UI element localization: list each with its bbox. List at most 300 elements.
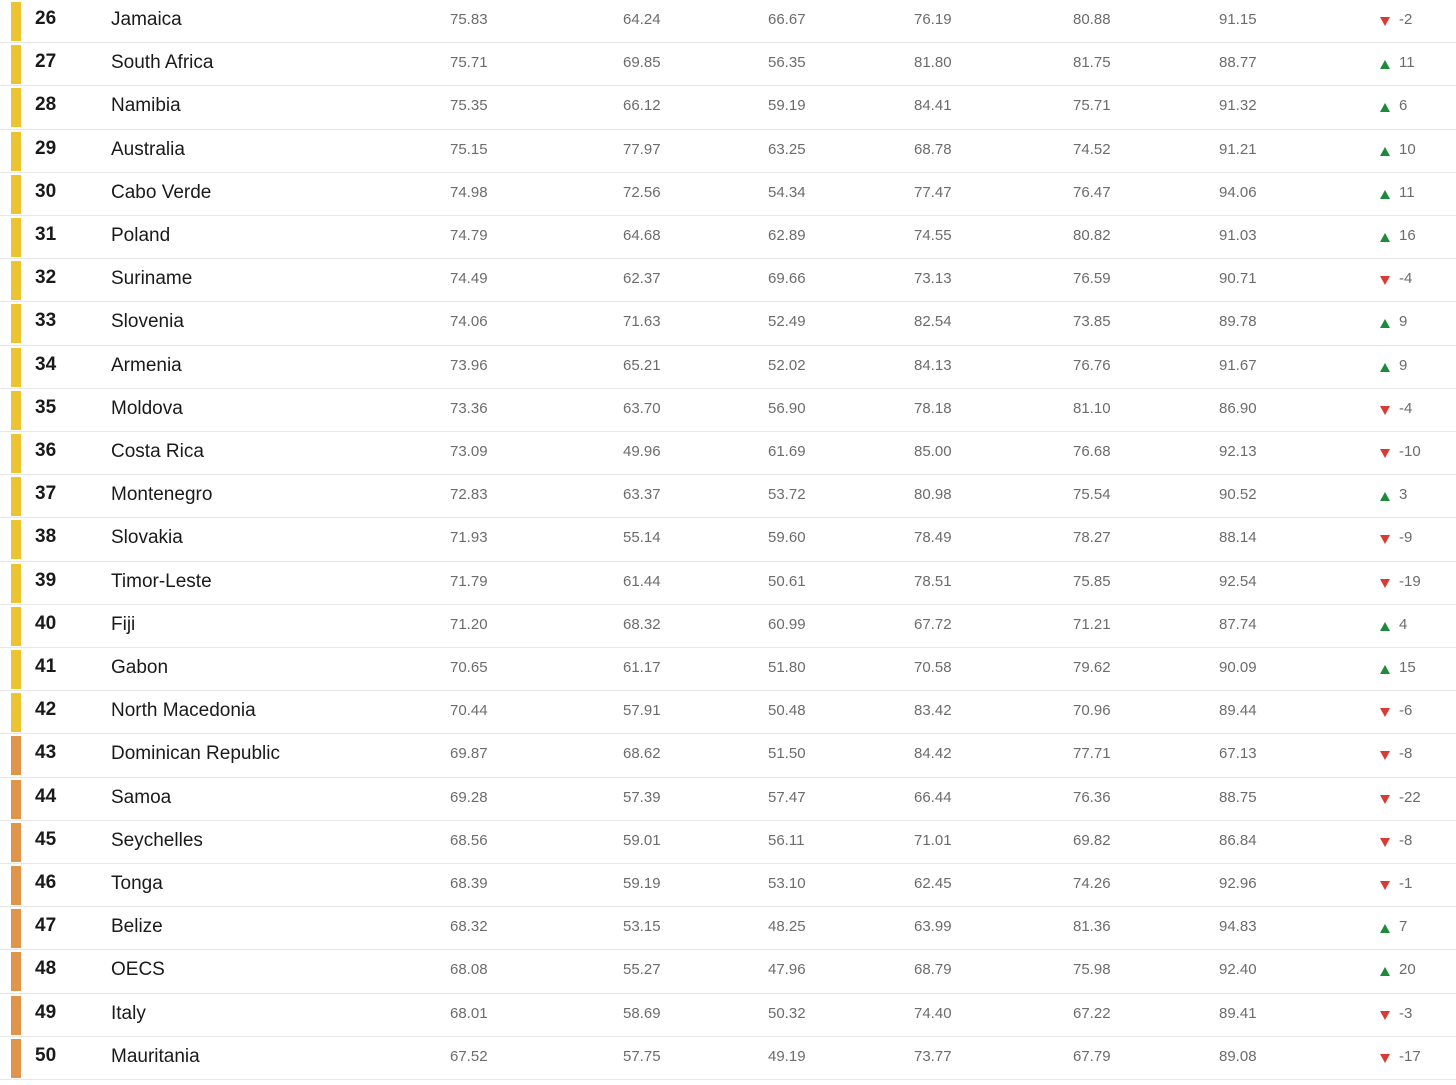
- country-name: Jamaica: [111, 9, 182, 30]
- score-value-col-1: 71.93: [450, 529, 488, 547]
- triangle-down-icon: [1380, 838, 1390, 847]
- triangle-up-icon: [1380, 319, 1390, 328]
- score-value-col-2: 63.70: [623, 399, 661, 417]
- tier-color-bar: [11, 607, 21, 646]
- score-value-col-6: 90.09: [1219, 659, 1257, 676]
- score-value-col-5: 80.82: [1073, 227, 1111, 244]
- score-value-col-3: 49.19: [768, 1047, 806, 1065]
- country-name: Tonga: [111, 873, 163, 894]
- table-row[interactable]: [0, 950, 1456, 993]
- rank-change: -3: [1399, 1004, 1413, 1022]
- score-value-col-3: 63.25: [768, 140, 806, 158]
- rank-number: 37: [35, 483, 57, 505]
- score-value-col-5: 73.85: [1073, 313, 1111, 331]
- score-value-col-5: 67.79: [1073, 1047, 1111, 1065]
- triangle-up-icon: [1380, 363, 1390, 372]
- country-name: Montenegro: [111, 484, 213, 506]
- score-value-col-4: 66.44: [914, 788, 952, 806]
- table-row[interactable]: [0, 562, 1456, 605]
- score-value-col-4: 68.79: [914, 961, 952, 979]
- score-value-col-5: 81.36: [1073, 918, 1111, 936]
- score-value-col-3: 52.49: [768, 313, 806, 331]
- rank-change: 3: [1399, 486, 1408, 504]
- score-value-col-5: 67.22: [1073, 1004, 1111, 1022]
- triangle-up-icon: [1380, 622, 1390, 631]
- score-value-col-5: 76.59: [1073, 270, 1111, 288]
- score-value-col-6: 89.41: [1219, 1004, 1257, 1022]
- country-name: Suriname: [111, 268, 193, 290]
- score-value-col-2: 69.85: [623, 54, 661, 72]
- tier-color-bar: [11, 218, 21, 257]
- tier-color-bar: [11, 909, 21, 948]
- tier-color-bar: [11, 261, 21, 300]
- rank-number: 39: [35, 569, 57, 591]
- score-value-col-5: 75.98: [1073, 961, 1111, 979]
- score-value-col-1: 74.49: [450, 270, 488, 288]
- score-value-col-2: 61.17: [623, 659, 661, 676]
- table-row[interactable]: [0, 346, 1456, 389]
- triangle-down-icon: [1380, 406, 1390, 415]
- score-value-col-1: 71.79: [450, 572, 488, 590]
- score-value-col-2: 72.56: [623, 183, 661, 201]
- score-value-col-1: 73.96: [450, 356, 488, 374]
- rank-number: 38: [35, 526, 57, 548]
- country-name: Poland: [111, 225, 171, 246]
- score-value-col-5: 81.10: [1073, 399, 1111, 417]
- rank-number: 45: [35, 828, 57, 850]
- score-value-col-4: 78.49: [914, 529, 952, 547]
- score-value-col-4: 81.80: [914, 54, 952, 72]
- score-value-col-1: 70.65: [450, 659, 488, 676]
- score-value-col-3: 59.19: [768, 97, 806, 115]
- country-name: Moldova: [111, 397, 183, 419]
- score-value-col-3: 56.90: [768, 399, 806, 417]
- score-value-col-5: 76.36: [1073, 788, 1111, 806]
- country-name: Dominican Republic: [111, 743, 280, 765]
- country-name: Australia: [111, 138, 185, 160]
- score-value-col-2: 64.24: [623, 11, 661, 28]
- table-row[interactable]: [0, 173, 1456, 216]
- table-row[interactable]: [0, 475, 1456, 518]
- rank-number: 41: [35, 656, 57, 677]
- score-value-col-2: 57.91: [623, 702, 661, 720]
- tier-color-bar: [11, 866, 21, 905]
- triangle-up-icon: [1380, 492, 1390, 501]
- score-value-col-1: 73.36: [450, 399, 488, 417]
- score-value-col-1: 74.98: [450, 183, 488, 201]
- score-value-col-1: 69.87: [450, 745, 488, 763]
- rank-number: 31: [35, 224, 57, 245]
- rank-number: 30: [35, 180, 57, 202]
- table-row[interactable]: [0, 734, 1456, 777]
- score-value-col-2: 62.37: [623, 270, 661, 288]
- rank-change: 9: [1399, 313, 1408, 331]
- table-row[interactable]: [0, 43, 1456, 86]
- score-value-col-2: 59.19: [623, 875, 661, 892]
- country-name: Slovenia: [111, 311, 184, 333]
- score-value-col-6: 91.67: [1219, 356, 1257, 374]
- rank-number: 49: [35, 1001, 57, 1023]
- triangle-down-icon: [1380, 708, 1390, 717]
- table-row[interactable]: [0, 691, 1456, 734]
- score-value-col-6: 91.21: [1219, 140, 1257, 158]
- score-value-col-5: 79.62: [1073, 659, 1111, 676]
- tier-color-bar: [11, 304, 21, 343]
- score-value-col-5: 69.82: [1073, 831, 1111, 849]
- rank-change: -2: [1399, 11, 1413, 28]
- score-value-col-2: 58.69: [623, 1004, 661, 1022]
- score-value-col-3: 50.61: [768, 572, 806, 590]
- rank-change: -10: [1399, 443, 1421, 460]
- country-name: Armenia: [111, 354, 182, 376]
- country-name: Timor-Leste: [111, 570, 212, 592]
- rank-change: -4: [1399, 399, 1413, 417]
- score-value-col-2: 55.27: [623, 961, 661, 979]
- rank-change: 9: [1399, 356, 1408, 374]
- rank-number: 48: [35, 958, 57, 980]
- score-value-col-5: 78.27: [1073, 529, 1111, 547]
- score-value-col-4: 67.72: [914, 615, 952, 633]
- triangle-down-icon: [1380, 751, 1390, 760]
- score-value-col-2: 55.14: [623, 529, 661, 547]
- triangle-up-icon: [1380, 924, 1390, 933]
- rank-change: 10: [1399, 140, 1416, 158]
- rank-change: -9: [1399, 529, 1413, 547]
- score-value-col-1: 68.01: [450, 1004, 488, 1022]
- score-value-col-3: 50.48: [768, 702, 806, 720]
- score-value-col-5: 76.68: [1073, 443, 1111, 460]
- rank-change: -17: [1399, 1047, 1421, 1065]
- table-row[interactable]: [0, 994, 1456, 1037]
- score-value-col-3: 60.99: [768, 615, 806, 633]
- country-name: Fiji: [111, 613, 136, 635]
- score-value-col-6: 67.13: [1219, 745, 1257, 763]
- score-value-col-4: 84.41: [914, 97, 952, 115]
- triangle-down-icon: [1380, 579, 1390, 588]
- triangle-up-icon: [1380, 60, 1390, 69]
- tier-color-bar: [11, 348, 21, 387]
- score-value-col-1: 68.32: [450, 918, 488, 936]
- score-value-col-4: 83.42: [914, 702, 952, 720]
- table-row[interactable]: [0, 86, 1456, 129]
- score-value-col-5: 76.76: [1073, 356, 1111, 374]
- score-value-col-1: 67.52: [450, 1047, 488, 1065]
- score-value-col-4: 73.13: [914, 270, 952, 288]
- tier-color-bar: [11, 88, 21, 127]
- score-value-col-1: 75.71: [450, 54, 488, 72]
- rank-number: 33: [35, 310, 57, 332]
- triangle-down-icon: [1380, 1011, 1390, 1020]
- tier-color-bar: [11, 996, 21, 1035]
- rank-number: 28: [35, 94, 57, 116]
- score-value-col-1: 68.08: [450, 961, 488, 979]
- score-value-col-6: 92.13: [1219, 443, 1257, 460]
- tier-color-bar: [11, 391, 21, 430]
- rank-change: 11: [1399, 183, 1415, 201]
- rank-number: 36: [35, 440, 57, 461]
- rank-number: 40: [35, 612, 57, 634]
- rank-number: 35: [35, 396, 57, 418]
- tier-color-bar: [11, 693, 21, 732]
- rank-number: 46: [35, 872, 57, 893]
- country-name: Samoa: [111, 786, 172, 808]
- score-value-col-3: 56.11: [768, 831, 805, 849]
- tier-color-bar: [11, 952, 21, 991]
- score-value-col-5: 75.54: [1073, 486, 1111, 504]
- table-row[interactable]: [0, 1037, 1456, 1080]
- score-value-col-2: 61.44: [623, 572, 661, 590]
- score-value-col-4: 78.51: [914, 572, 952, 590]
- country-name: Mauritania: [111, 1045, 200, 1067]
- score-value-col-6: 89.44: [1219, 702, 1257, 720]
- rank-change: 11: [1399, 54, 1415, 72]
- tier-color-bar: [11, 175, 21, 214]
- tier-color-bar: [11, 45, 21, 84]
- table-row[interactable]: [0, 648, 1456, 691]
- score-value-col-2: 57.75: [623, 1047, 661, 1065]
- table-row[interactable]: [0, 605, 1456, 648]
- score-value-col-2: 77.97: [623, 140, 661, 158]
- rank-number: 27: [35, 51, 57, 73]
- table-row[interactable]: [0, 907, 1456, 950]
- score-value-col-4: 74.40: [914, 1004, 952, 1022]
- score-value-col-5: 70.96: [1073, 702, 1111, 720]
- triangle-down-icon: [1380, 449, 1390, 458]
- score-value-col-5: 74.52: [1073, 140, 1111, 158]
- score-value-col-3: 53.72: [768, 486, 806, 504]
- rank-change: -22: [1399, 788, 1421, 806]
- tier-color-bar: [11, 780, 21, 819]
- country-name: Seychelles: [111, 829, 203, 851]
- score-value-col-1: 68.39: [450, 875, 488, 892]
- score-value-col-3: 52.02: [768, 356, 806, 374]
- table-row[interactable]: [0, 389, 1456, 432]
- score-value-col-6: 88.14: [1219, 529, 1257, 547]
- triangle-down-icon: [1380, 881, 1390, 890]
- country-name: North Macedonia: [111, 700, 256, 722]
- score-value-col-6: 89.08: [1219, 1047, 1257, 1065]
- score-value-col-3: 51.50: [768, 745, 806, 763]
- score-value-col-3: 57.47: [768, 788, 806, 806]
- score-value-col-1: 72.83: [450, 486, 488, 504]
- country-name: Costa Rica: [111, 441, 204, 462]
- country-name: OECS: [111, 959, 165, 981]
- table-row[interactable]: [0, 821, 1456, 864]
- score-value-col-6: 88.77: [1219, 54, 1257, 72]
- table-row[interactable]: [0, 864, 1456, 907]
- rank-change: -1: [1399, 875, 1413, 892]
- tier-color-bar: [11, 1039, 21, 1078]
- triangle-down-icon: [1380, 17, 1390, 26]
- score-value-col-5: 80.88: [1073, 11, 1111, 28]
- score-value-col-6: 91.15: [1219, 11, 1257, 28]
- tier-color-bar: [11, 650, 21, 689]
- score-value-col-4: 84.13: [914, 356, 952, 374]
- rank-change: -19: [1399, 572, 1421, 590]
- triangle-up-icon: [1380, 665, 1390, 674]
- score-value-col-4: 73.77: [914, 1047, 952, 1065]
- score-value-col-3: 54.34: [768, 183, 806, 201]
- score-value-col-4: 68.78: [914, 140, 952, 158]
- score-value-col-1: 74.06: [450, 313, 488, 331]
- triangle-up-icon: [1380, 190, 1390, 199]
- score-value-col-5: 77.71: [1073, 745, 1111, 763]
- rank-number: 44: [35, 785, 57, 807]
- score-value-col-5: 71.21: [1073, 615, 1111, 633]
- score-value-col-3: 61.69: [768, 443, 806, 460]
- tier-color-bar: [11, 2, 21, 41]
- score-value-col-1: 75.15: [450, 140, 488, 158]
- score-value-col-4: 76.19: [914, 11, 952, 28]
- score-value-col-5: 81.75: [1073, 54, 1111, 72]
- score-value-col-6: 91.03: [1219, 227, 1257, 244]
- score-value-col-2: 65.21: [623, 356, 661, 374]
- score-value-col-4: 70.58: [914, 659, 952, 676]
- tier-color-bar: [11, 823, 21, 862]
- score-value-col-2: 53.15: [623, 918, 661, 936]
- rank-number: 34: [35, 353, 57, 375]
- score-value-col-1: 70.44: [450, 702, 488, 720]
- score-value-col-6: 92.40: [1219, 961, 1257, 979]
- table-row[interactable]: [0, 216, 1456, 259]
- score-value-col-4: 78.18: [914, 399, 952, 417]
- score-value-col-1: 71.20: [450, 615, 488, 633]
- rank-change: -8: [1399, 745, 1413, 763]
- score-value-col-1: 75.83: [450, 11, 488, 28]
- country-name: Slovakia: [111, 527, 183, 549]
- tier-color-bar: [11, 434, 21, 473]
- rank-number: 42: [35, 699, 57, 721]
- country-name: Belize: [111, 916, 163, 938]
- score-value-col-1: 69.28: [450, 788, 488, 806]
- rank-number: 47: [35, 915, 57, 937]
- rank-change: 20: [1399, 961, 1416, 979]
- score-value-col-3: 66.67: [768, 11, 806, 28]
- tier-color-bar: [11, 736, 21, 775]
- score-value-col-4: 82.54: [914, 313, 952, 331]
- rank-change: -8: [1399, 831, 1413, 849]
- score-value-col-6: 86.90: [1219, 399, 1257, 417]
- score-value-col-2: 64.68: [623, 227, 661, 244]
- rank-change: -4: [1399, 270, 1413, 288]
- table-row[interactable]: [0, 130, 1456, 173]
- tier-color-bar: [11, 520, 21, 559]
- rank-change: 6: [1399, 97, 1408, 115]
- country-name: Italy: [111, 1002, 146, 1024]
- score-value-col-5: 75.71: [1073, 97, 1111, 115]
- rank-number: 29: [35, 137, 57, 159]
- triangle-down-icon: [1380, 1054, 1390, 1063]
- score-value-col-2: 68.32: [623, 615, 661, 633]
- tier-color-bar: [11, 477, 21, 516]
- rank-change: 4: [1399, 615, 1408, 633]
- rank-change: 15: [1399, 659, 1416, 676]
- score-value-col-2: 63.37: [623, 486, 661, 504]
- score-value-col-2: 49.96: [623, 443, 661, 460]
- score-value-col-3: 53.10: [768, 875, 806, 892]
- table-row[interactable]: [0, 778, 1456, 821]
- score-value-col-3: 59.60: [768, 529, 806, 547]
- score-value-col-3: 50.32: [768, 1004, 806, 1022]
- rank-number: 26: [35, 8, 57, 29]
- score-value-col-2: 59.01: [623, 831, 661, 849]
- country-name: Gabon: [111, 657, 169, 678]
- country-name: South Africa: [111, 52, 214, 74]
- triangle-down-icon: [1380, 276, 1390, 285]
- score-value-col-6: 91.32: [1219, 97, 1257, 115]
- score-value-col-4: 84.42: [914, 745, 952, 763]
- score-value-col-1: 73.09: [450, 443, 488, 460]
- triangle-up-icon: [1380, 967, 1390, 976]
- score-value-col-3: 48.25: [768, 918, 806, 936]
- score-value-col-6: 89.78: [1219, 313, 1257, 331]
- score-value-col-4: 80.98: [914, 486, 952, 504]
- score-value-col-1: 75.35: [450, 97, 488, 115]
- rank-change: 7: [1399, 918, 1408, 936]
- rank-number: 43: [35, 742, 57, 764]
- triangle-down-icon: [1380, 795, 1390, 804]
- score-value-col-1: 74.79: [450, 227, 488, 244]
- tier-color-bar: [11, 564, 21, 603]
- table-row[interactable]: [0, 0, 1456, 43]
- triangle-up-icon: [1380, 103, 1390, 112]
- score-value-col-4: 62.45: [914, 875, 952, 892]
- score-value-col-3: 47.96: [768, 961, 806, 979]
- score-value-col-6: 94.83: [1219, 918, 1257, 936]
- score-value-col-3: 56.35: [768, 54, 806, 72]
- score-value-col-2: 66.12: [623, 97, 661, 115]
- table-row[interactable]: [0, 302, 1456, 345]
- score-value-col-6: 92.54: [1219, 572, 1257, 590]
- score-value-col-4: 85.00: [914, 443, 952, 460]
- score-value-col-4: 63.99: [914, 918, 952, 936]
- score-value-col-2: 68.62: [623, 745, 661, 763]
- triangle-up-icon: [1380, 147, 1390, 156]
- score-value-col-6: 90.52: [1219, 486, 1257, 504]
- score-value-col-6: 92.96: [1219, 875, 1257, 892]
- rank-number: 32: [35, 267, 57, 289]
- score-value-col-5: 75.85: [1073, 572, 1111, 590]
- country-name: Namibia: [111, 95, 181, 117]
- score-value-col-6: 86.84: [1219, 831, 1257, 849]
- score-value-col-2: 57.39: [623, 788, 661, 806]
- rank-change: -6: [1399, 702, 1413, 720]
- score-value-col-1: 68.56: [450, 831, 488, 849]
- score-value-col-3: 51.80: [768, 659, 806, 676]
- country-name: Cabo Verde: [111, 181, 212, 203]
- score-value-col-4: 71.01: [914, 831, 952, 849]
- tier-color-bar: [11, 132, 21, 171]
- score-value-col-6: 90.71: [1219, 270, 1257, 288]
- score-value-col-6: 87.74: [1219, 615, 1257, 633]
- score-value-col-5: 74.26: [1073, 875, 1111, 892]
- score-value-col-6: 94.06: [1219, 183, 1257, 201]
- score-value-col-6: 88.75: [1219, 788, 1257, 806]
- score-value-col-5: 76.47: [1073, 183, 1111, 201]
- table-row[interactable]: [0, 518, 1456, 561]
- score-value-col-3: 62.89: [768, 227, 806, 244]
- table-row[interactable]: [0, 432, 1456, 475]
- score-value-col-4: 77.47: [914, 183, 952, 201]
- rank-change: 16: [1399, 227, 1416, 244]
- triangle-down-icon: [1380, 535, 1390, 544]
- score-value-col-4: 74.55: [914, 227, 952, 244]
- triangle-up-icon: [1380, 233, 1390, 242]
- table-row[interactable]: [0, 259, 1456, 302]
- rank-number: 50: [35, 1044, 57, 1066]
- score-value-col-2: 71.63: [623, 313, 661, 331]
- score-value-col-3: 69.66: [768, 270, 806, 288]
